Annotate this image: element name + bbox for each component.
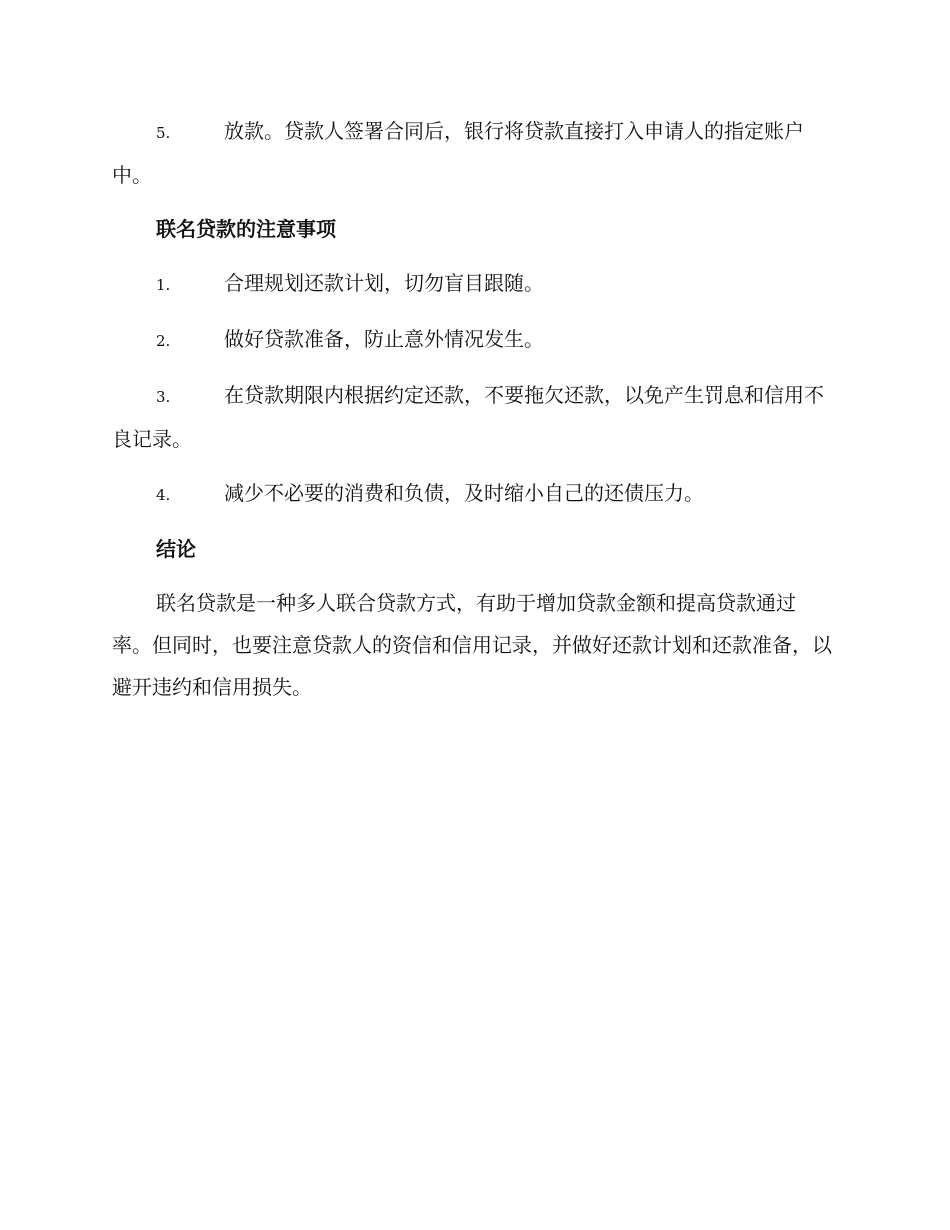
conclusion-paragraph: 联名贷款是一种多人联合贷款方式，有助于增加贷款金额和提高贷款通过率。但同时，也要注意贷款人的资信和信用记录，并做好还款计划和还款准备，以避开违约和信用损失。 <box>112 591 832 699</box>
list-item-number: 1. <box>156 276 171 294</box>
document-content <box>112 110 832 708</box>
list-item-text: 放款。贷款人签署合同后，银行将贷款直接打入申请人的指定账户中。 <box>112 119 804 187</box>
list-item-text: 做好贷款准备，防止意外情况发生。 <box>224 327 544 351</box>
list-item-text: 减少不必要的消费和负债，及时缩小自己的还债压力。 <box>224 481 704 505</box>
list-item-number: 3. <box>156 388 171 406</box>
list-item-number: 2. <box>156 332 171 350</box>
section-heading-conclusion: 结论 <box>156 537 196 561</box>
list-item <box>112 374 832 460</box>
list-item-number: 5. <box>156 124 171 142</box>
list-item-text: 合理规划还款计划，切勿盲目跟随。 <box>224 271 544 295</box>
list-item <box>112 262 832 306</box>
section-heading-notes: 联名贷款的注意事项 <box>156 217 336 241</box>
list-item <box>112 110 832 196</box>
list-item <box>112 472 832 516</box>
list-item-text: 在贷款期限内根据约定还款，不要拖欠还款，以免产生罚息和信用不良记录。 <box>112 383 824 451</box>
list-item <box>112 318 832 362</box>
list-item-number: 4. <box>156 486 171 504</box>
